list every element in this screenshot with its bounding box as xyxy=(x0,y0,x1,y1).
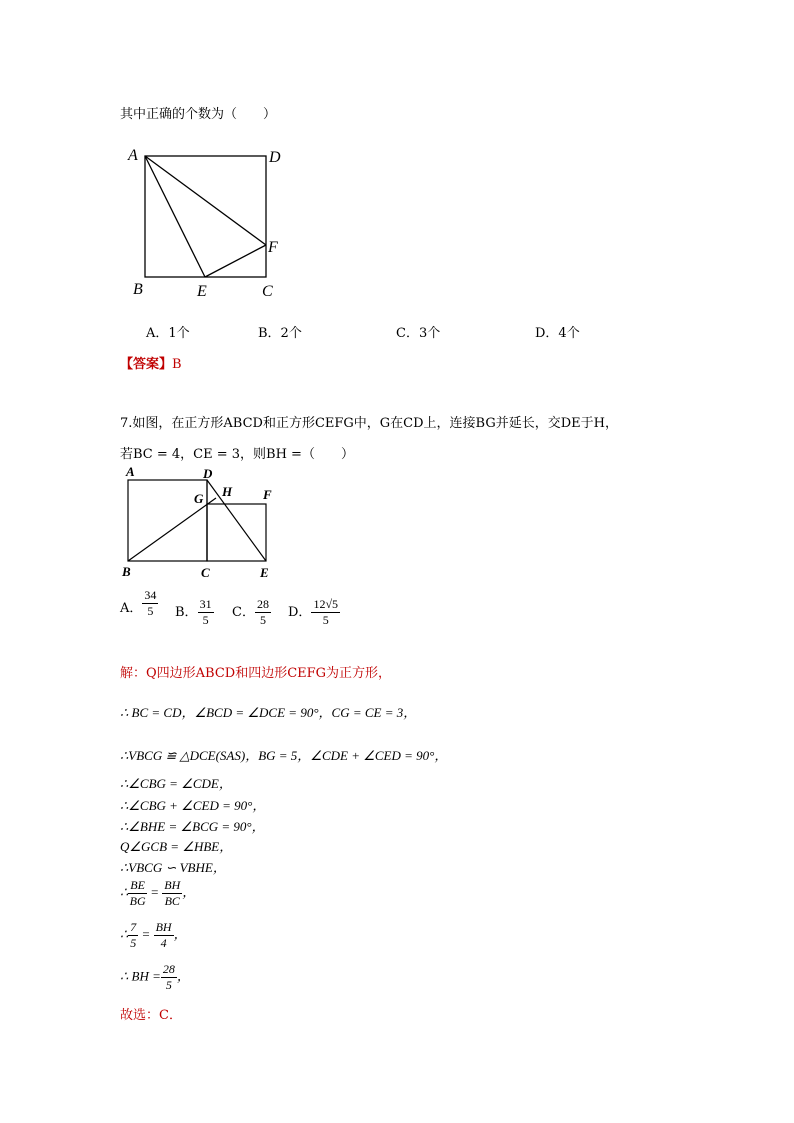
q6-label-f: F xyxy=(268,239,278,256)
solution-final-choice: 故选：C． xyxy=(120,1008,182,1023)
q6-line-ef xyxy=(205,245,266,277)
q6-label-c: C xyxy=(262,283,273,300)
solution-step-7: ∴VBCG ∽ VBHE， xyxy=(120,860,226,875)
solution-step-4: ∴∠CBG + ∠CED = 90°， xyxy=(120,798,266,813)
solution-result: ∴ BH = $\frac{28}{5}$ ， xyxy=(120,962,190,992)
solution-step-3: ∴∠CBG = ∠CDE， xyxy=(120,776,232,791)
q7-label-e: E xyxy=(260,565,269,580)
q7-label-c: C xyxy=(201,565,210,580)
q6-figure xyxy=(125,140,285,305)
q7-option-b: B． $\frac{31}{5}$ xyxy=(175,597,212,627)
q6-option-b: B．2个 xyxy=(258,326,302,341)
q7-label-h: H xyxy=(222,484,233,499)
solution-intro: 解：Q四边形ABCD和四边形CEFG为正方形， xyxy=(120,666,392,681)
q6-label-e: E xyxy=(197,283,207,300)
q6-label-d: D xyxy=(269,149,281,166)
q7-option-a: A． $\frac{34}{5}$ xyxy=(120,588,157,618)
q6-label-a: A xyxy=(128,147,138,164)
q7-label-f: F xyxy=(263,487,272,502)
q7-line2: 若BC = 4，CE = 3，则BH =（ ） xyxy=(120,447,354,462)
solution-step-5: ∴∠BHE = ∠BCG = 90°， xyxy=(120,819,265,834)
q6-option-d: D．4个 xyxy=(535,326,580,341)
q6-line-af xyxy=(145,156,266,245)
q6-option-c: C．3个 xyxy=(396,326,441,341)
q7-option-d: D． $\frac{12√5}{5}$ xyxy=(288,597,339,627)
solution-step-2: ∴VBCG ≌ △DCE(SAS)，BG = 5，∠CDE + ∠CED = 90°， xyxy=(120,748,448,763)
q7-label-b: B xyxy=(122,564,131,579)
q7-label-g: G xyxy=(194,491,204,506)
q7-label-d: D xyxy=(203,466,213,481)
q7-line-de xyxy=(207,480,266,561)
solution-ratio-2: ∴ $\frac{7}{5}$ = $\frac{BH}{4}$ ， xyxy=(120,920,187,950)
q7-label-a: A xyxy=(126,464,135,479)
answer-tag: 【答案】 xyxy=(120,357,173,372)
q7-square-cefg xyxy=(207,504,266,561)
q6-line-ae xyxy=(145,156,205,277)
q6-square xyxy=(145,156,266,277)
q6-label-b: B xyxy=(133,281,143,298)
answer-value: B xyxy=(172,357,182,372)
q6-answer xyxy=(120,353,182,372)
solution-step-6: Q∠GCB = ∠HBE， xyxy=(120,839,233,854)
q7-figure xyxy=(115,462,285,587)
q7-line1: 7.如图，在正方形ABCD和正方形CEFG中，G在CD上，连接BG并延长，交DE于H， xyxy=(120,416,618,431)
q6-option-a: A．1个 xyxy=(146,326,190,341)
q6-stem: 其中正确的个数为（ ） xyxy=(120,107,277,122)
q7-option-c: C． $\frac{28}{5}$ xyxy=(232,597,269,627)
solution-ratio-1: ∴ $\frac{BE}{BG}$ = $\frac{BH}{BC}$ ， xyxy=(120,878,196,908)
solution-step-1: ∴ BC = CD，∠BCD = ∠DCE = 90°，CG = CE = 3， xyxy=(120,705,417,720)
q7-line-bh xyxy=(128,498,216,561)
